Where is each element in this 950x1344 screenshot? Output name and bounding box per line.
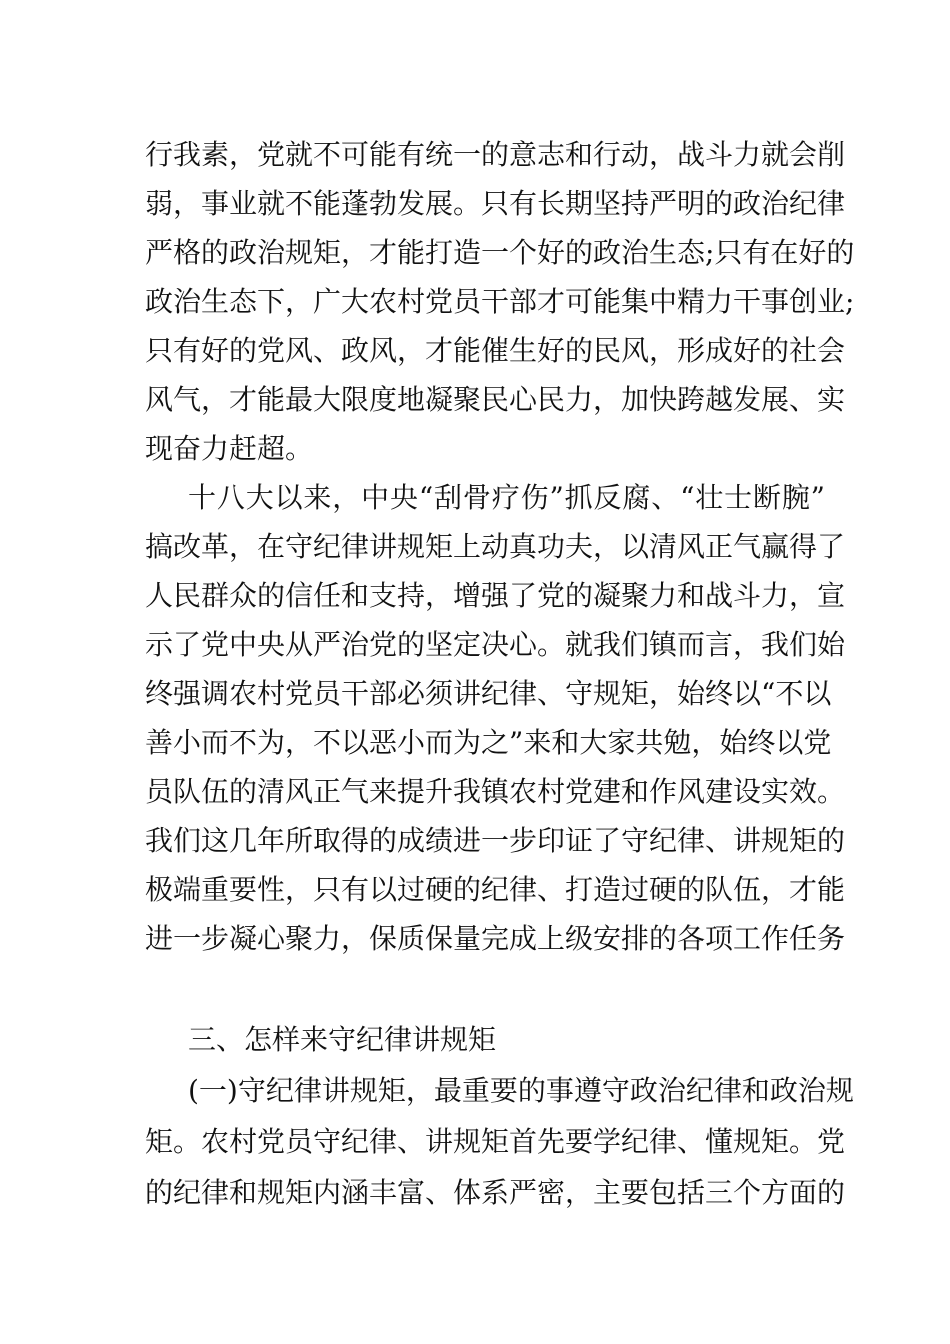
paragraph-3-line-2: 矩。农村党员守纪律、讲规矩首先要学纪律、懂规矩。党 [145, 1125, 846, 1158]
paragraph-2-line-3: 人民群众的信任和支持，增强了党的凝聚力和战斗力，宣 [145, 579, 846, 612]
paragraph-1-line-6: 风气，才能最大限度地凝聚民心民力，加快跨越发展、实 [145, 383, 846, 416]
paragraph-2-line-1: 十八大以来，中央“刮骨疗伤”抓反腐、“壮士断腕” [188, 481, 825, 514]
paragraph-2-line-6: 善小而不为，不以恶小而为之”来和大家共勉，始终以党 [145, 726, 832, 759]
paragraph-2-line-8: 我们这几年所取得的成绩进一步印证了守纪律、讲规矩的 [145, 824, 846, 857]
paragraph-1-line-1: 行我素，党就不可能有统一的意志和行动，战斗力就会削 [145, 138, 846, 171]
paragraph-1-line-4: 政治生态下，广大农村党员干部才可能集中精力干事创业; [145, 285, 855, 318]
paragraph-1-line-3: 严格的政治规矩，才能打造一个好的政治生态;只有在好的 [145, 236, 855, 269]
paragraph-2-line-5: 终强调农村党员干部必须讲纪律、守规矩，始终以“不以 [145, 677, 832, 710]
paragraph-2-line-9: 极端重要性，只有以过硬的纪律、打造过硬的队伍，才能 [145, 873, 846, 906]
paragraph-1-line-2: 弱，事业就不能蓬勃发展。只有长期坚持严明的政治纪律 [145, 187, 846, 220]
paragraph-2-line-10: 进一步凝心聚力，保质保量完成上级安排的各项工作任务 [145, 922, 846, 955]
paragraph-2-line-2: 搞改革，在守纪律讲规矩上动真功夫，以清风正气赢得了 [145, 530, 846, 563]
paragraph-1-line-7: 现奋力赶超。 [145, 432, 314, 465]
paragraph-3-line-1: (一)守纪律讲规矩，最重要的事遵守政治纪律和政治规 [188, 1074, 854, 1107]
paragraph-2-line-7: 员队伍的清风正气来提升我镇农村党建和作风建设实效。 [145, 775, 846, 808]
paragraph-3-line-3: 的纪律和规矩内涵丰富、体系严密，主要包括三个方面的 [145, 1176, 846, 1209]
paragraph-2-line-4: 示了党中央从严治党的坚定决心。就我们镇而言，我们始 [145, 628, 846, 661]
paragraph-1-line-5: 只有好的党风、政风，才能催生好的民风，形成好的社会 [145, 334, 846, 367]
section-heading: 三、怎样来守纪律讲规矩 [188, 1023, 497, 1056]
